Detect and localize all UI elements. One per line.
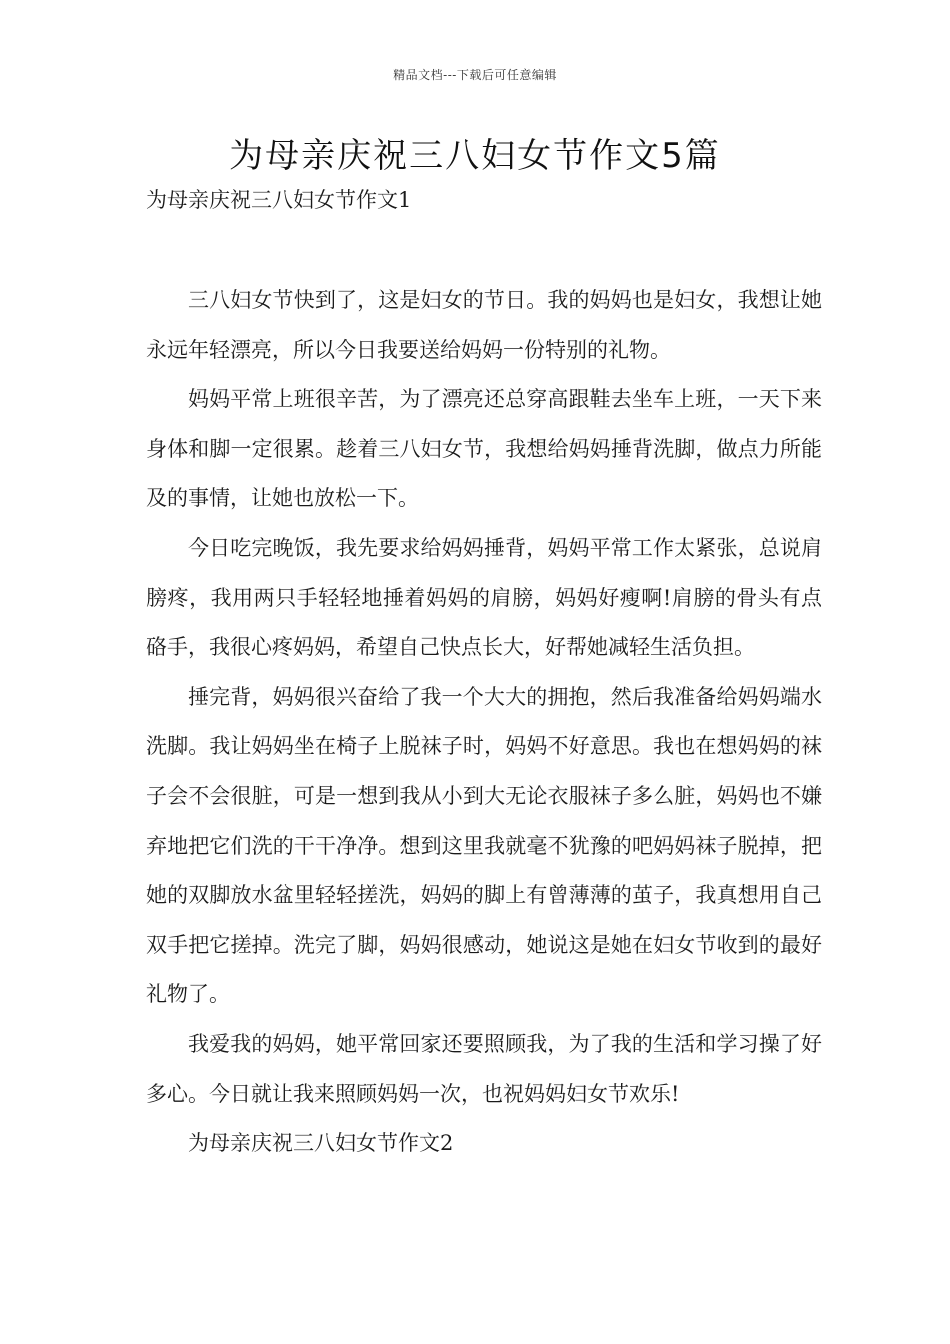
essay-1-heading: 为母亲庆祝三八妇女节作文1 [146,188,412,212]
paragraph-2: 妈妈平常上班很辛苦，为了漂亮还总穿高跟鞋去坐车上班，一天下来身体和脚一定很累。趁着三八妇女节，我想给妈妈捶背洗脚，做点力所能及的事情，让她也放松一下。 [146,387,822,511]
document-title: 为母亲庆祝三八妇女节作文5篇 [229,136,721,176]
paragraph-4: 捶完背，妈妈很兴奋给了我一个大大的拥抱，然后我准备给妈妈端水洗脚。我让妈妈坐在椅子上脱袜子时，妈妈不好意思。我也在想妈妈的袜子会不会很脏，可是一想到我从小到大无论衣服袜子多么脏，妈妈也不嫌弃地把它们洗的干干净净。想到这里我就毫不犹豫的吧妈妈袜子脱掉，把她的双脚放水盆里轻轻搓洗，妈妈的脚上有曾薄薄的茧子，我真想用自己双手把它搓掉。洗完了脚，妈妈很感动，她说这是她在妇女节收到的最好礼物了。 [146,684,822,1007]
paragraph-3: 今日吃完晚饭，我先要求给妈妈捶背，妈妈平常工作太紧张，总说肩膀疼，我用两只手轻轻地捶着妈妈的肩膀，妈妈好瘦啊!肩膀的骨头有点硌手，我很心疼妈妈，希望自己快点长大，好帮她减轻生活负担。 [146,535,822,660]
essay-body [146,276,822,1169]
paragraph-1: 三八妇女节快到了，这是妇女的节日。我的妈妈也是妇女，我想让她永远年轻漂亮，所以今日我要送给妈妈一份特别的礼物。 [146,288,822,362]
essay-2-heading: 为母亲庆祝三八妇女节作文2 [188,1131,454,1156]
header-note: 精品文档---下载后可任意编辑 [393,68,557,82]
paragraph-5: 我爱我的妈妈，她平常回家还要照顾我，为了我的生活和学习操了好多心。今日就让我来照顾妈妈一次，也祝妈妈妇女节欢乐! [146,1031,822,1106]
